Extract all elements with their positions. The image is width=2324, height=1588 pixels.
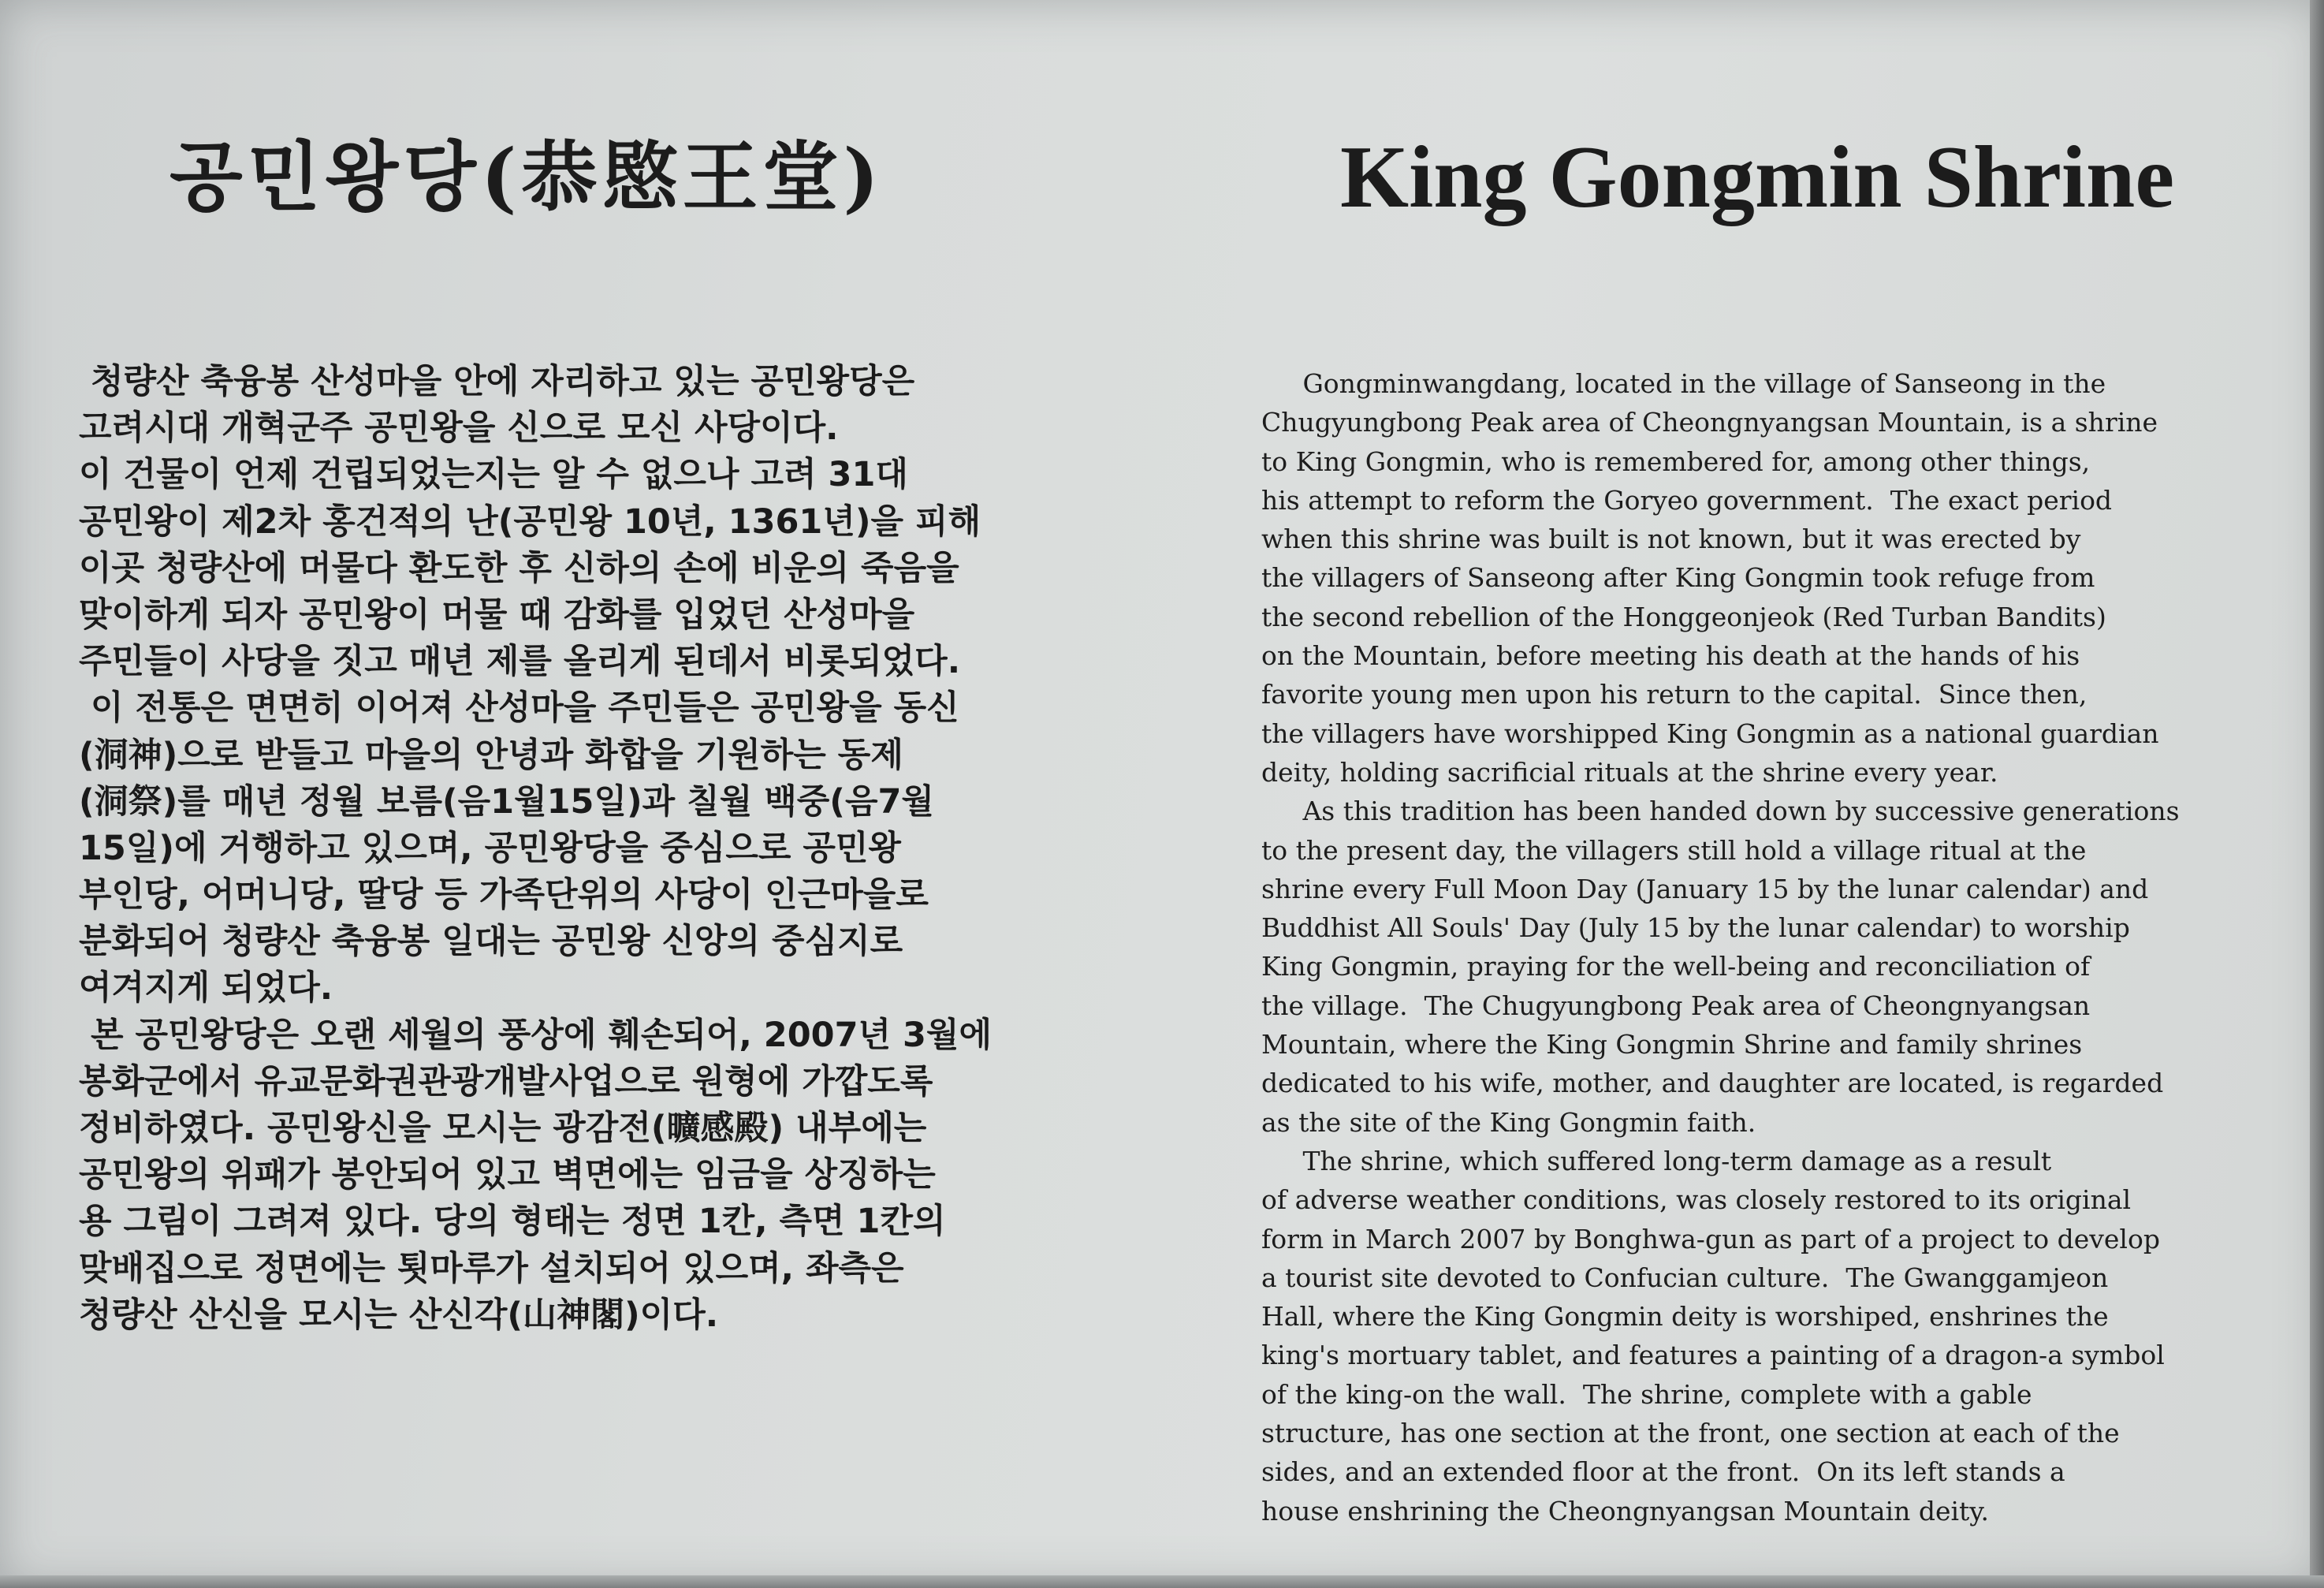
sign-frame-bottom	[0, 1575, 2324, 1588]
korean-text-line: 15일)에 거행하고 있으며, 공민왕당을 중심으로 공민왕	[79, 828, 901, 868]
english-text-line: house enshrining the Cheongnyangsan Mountain deity.	[1261, 1495, 1990, 1526]
english-text-line: to the present day, the villagers still hold a village ritual at the	[1261, 834, 2087, 866]
korean-text-line: 이곳 청량산에 머물다 환도한 후 신하의 손에 비운의 죽음을	[79, 548, 959, 588]
sign-frame-edge	[2310, 0, 2324, 1588]
korean-text-line: (洞神)으로 받들고 마을의 안녕과 화합을 기원하는 동제	[79, 735, 903, 775]
english-text-line: dedicated to his wife, mother, and daughter are located, is regarded	[1261, 1068, 2164, 1099]
english-text-line: Mountain, where the King Gongmin Shrine and family shrines	[1261, 1029, 2083, 1061]
korean-text-line: 맞이하게 되자 공민왕이 머물 때 감화를 입었던 산성마을	[79, 595, 915, 635]
korean-text-line: 부인당, 어머니당, 딸당 등 가족단위의 사당이 인근마을로	[79, 875, 929, 915]
english-text-line: sides, and an extended floor at the front. On its left stands a	[1261, 1456, 2065, 1488]
korean-text-line: 청량산 축융봉 산성마을 안에 자리하고 있는 공민왕당은	[79, 362, 915, 401]
english-text-line: favorite young men upon his return to the capital. Since then,	[1261, 679, 2088, 710]
english-text-line: the villagers of Sanseong after King Gongmin took refuge from	[1261, 562, 2095, 594]
english-text-line: Buddhist All Souls' Day (July 15 by the lunar calendar) to worship	[1261, 912, 2130, 944]
korean-description	[79, 359, 1182, 1526]
english-text-line: of adverse weather conditions, was closely restored to its original	[1261, 1184, 2132, 1216]
korean-text-line: 청량산 산신을 모시는 산신각(山神閣)이다.	[79, 1295, 719, 1335]
english-text-line: Gongminwangdang, located in the village of Sanseong in the	[1261, 368, 2106, 399]
english-text-line: when this shrine was built is not known, but it was erected by	[1261, 524, 2081, 555]
korean-text-line: (洞祭)를 매년 정월 보름(음1월15일)과 칠월 백중(음7월	[79, 781, 934, 822]
english-text-line: shrine every Full Moon Day (January 15 by the lunar calendar) and	[1261, 873, 2149, 904]
english-text-line: to King Gongmin, who is remembered for, among other things,	[1261, 445, 2091, 477]
korean-text-line: 여겨지게 되었다.	[79, 968, 333, 1008]
korean-text-line: 분화되어 청량산 축융봉 일대는 공민왕 신앙의 중심지로	[79, 922, 903, 962]
english-text-line: a tourist site devoted to Confucian culture. The Gwanggamjeon	[1261, 1262, 2109, 1293]
korean-text-line: 고려시대 개혁군주 공민왕을 신으로 모신 사당이다.	[79, 408, 839, 449]
english-text-line: King Gongmin, praying for the well-being and reconciliation of	[1261, 951, 2091, 982]
english-text-line: deity, holding sacrificial rituals at the shrine every year.	[1261, 756, 1998, 788]
korean-text-line: 맞배집으로 정면에는 툇마루가 설치되어 있으며, 좌측은	[79, 1248, 904, 1288]
korean-text-line: 정비하였다. 공민왕신을 모시는 광감전(曠感殿) 내부에는	[79, 1109, 927, 1148]
english-text-line: structure, has one section at the front, one section at each of the	[1261, 1418, 2120, 1449]
english-text-line: on the Mountain, before meeting his death at the hands of his	[1261, 640, 2080, 672]
english-text-line: as the site of the King Gongmin faith.	[1261, 1106, 1756, 1138]
korean-text-line: 용 그림이 그려져 있다. 당의 형태는 정면 1칸, 측면 1칸의	[79, 1202, 946, 1242]
english-text-line: the village. The Chugyungbong Peak area of Cheongnyangsan	[1261, 990, 2091, 1021]
english-text-line: Chugyungbong Peak area of Cheongnyangsan Mountain, is a shrine	[1261, 407, 2158, 438]
korean-text-line: 공민왕의 위패가 봉안되어 있고 벽면에는 임금을 상징하는	[79, 1155, 936, 1195]
english-text-line: the second rebellion of the Honggeonjeok (Red Turban Bandits)	[1261, 601, 2106, 632]
english-text-line: As this tradition has been handed down by successive generations	[1261, 796, 2180, 827]
english-text-line: the villagers have worshipped King Gongmin as a national guardian	[1261, 718, 2159, 749]
english-text-line: king's mortuary tablet, and features a painting of a dragon-a symbol	[1261, 1340, 2165, 1371]
english-text-line: of the king-on the wall. The shrine, complete with a gable	[1261, 1378, 2032, 1410]
korean-text-line: 본 공민왕당은 오랜 세월의 풍상에 훼손되어, 2007년 3월에	[79, 1015, 992, 1055]
english-text-line: his attempt to reform the Goryeo government. The exact period	[1261, 484, 2113, 516]
korean-title: 공민왕당(恭愍王堂)	[169, 132, 884, 222]
korean-text-line: 이 건물이 언제 건립되었는지는 알 수 없으나 고려 31대	[79, 455, 908, 495]
korean-text-line: 주민들이 사당을 짓고 매년 제를 올리게 된데서 비롯되었다.	[79, 642, 961, 682]
english-title: King Gongmin Shrine	[1340, 129, 2175, 226]
korean-text-line: 봉화군에서 유교문화권관광개발사업으로 원형에 가깝도록	[79, 1061, 933, 1102]
korean-text-line: 공민왕이 제2차 홍건적의 난(공민왕 10년, 1361년)을 피해	[79, 501, 981, 542]
english-text-line: form in March 2007 by Bonghwa-gun as part of a project to develop	[1261, 1223, 2160, 1254]
korean-text-line: 이 전통은 면면히 이어져 산성마을 주민들은 공민왕을 동신	[79, 688, 959, 729]
english-text-line: Hall, where the King Gongmin deity is worshiped, enshrines the	[1261, 1301, 2109, 1333]
english-text-line: The shrine, which suffered long-term damage as a result	[1261, 1145, 2052, 1176]
english-description	[1261, 364, 2278, 1531]
